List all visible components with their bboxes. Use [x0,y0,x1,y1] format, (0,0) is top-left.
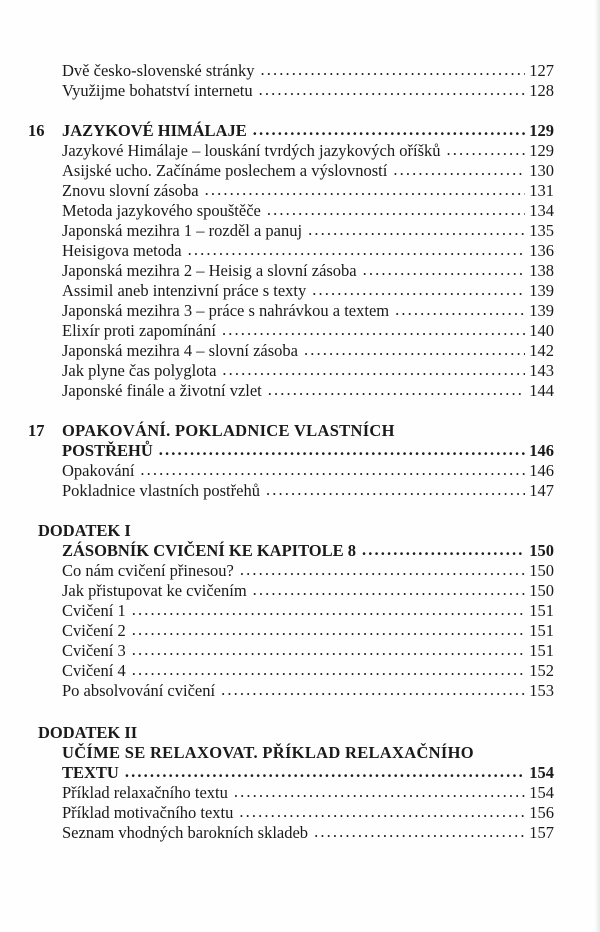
entry-title: Japonská mezihra 4 – slovní zásoba [62,341,298,360]
chapter-title-line1[interactable]: OPAKOVÁNÍ. POKLADNICE VLASTNÍCH [62,421,395,440]
leader-dots [253,579,526,601]
entry-page: 142 [529,341,554,360]
toc-entry[interactable] [62,480,554,502]
entry-page: 150 [529,561,554,580]
chapter-number: 16 [28,121,45,140]
chapter-title: JAZYKOVÉ HIMÁLAJE [62,121,247,140]
entry-page: 157 [529,823,554,842]
leader-dots [159,439,525,461]
leader-dots [222,319,525,341]
leader-dots [132,659,526,681]
appendix-page: 150 [529,541,554,560]
entry-title: Elixír proti zapomínání [62,321,216,340]
toc-entry[interactable] [62,380,554,402]
entry-page: 134 [529,201,554,220]
entry-title: Příklad relaxačního textu [62,783,228,802]
leader-dots [304,339,525,361]
entry-title: Japonská mezihra 3 – práce s nahrávkou a textem [62,301,390,320]
leader-dots [240,559,525,581]
entry-title: Jak plyne čas polyglota [62,361,217,380]
leader-dots [239,801,525,823]
leader-dots [222,359,525,381]
leader-dots [314,821,525,843]
entry-page: 135 [529,221,554,240]
entry-title: Po absolvování cvičení [62,681,216,700]
entry-title: Cvičení 4 [62,661,126,680]
leader-dots [132,639,526,661]
entry-page: 151 [529,601,554,620]
entry-title: Pokladnice vlastních postřehů [62,481,260,500]
leader-dots [308,219,525,241]
entry-page: 154 [529,783,554,802]
entry-title: Cvičení 3 [62,641,126,660]
toc-entry[interactable] [62,680,554,702]
entry-title: Opakování [62,461,135,480]
entry-page: 153 [529,681,554,700]
entry-page: 151 [529,641,554,660]
leader-dots [221,679,525,701]
leader-dots [266,479,525,501]
entry-page: 151 [529,621,554,640]
leader-dots [132,599,526,621]
entry-page: 144 [529,381,554,400]
leader-dots [363,259,526,281]
entry-page: 156 [529,803,554,822]
leader-dots [125,761,525,783]
entry-title: Cvičení 1 [62,601,126,620]
entry-page: 139 [529,301,554,320]
leader-dots [312,279,525,301]
leader-dots [259,79,526,101]
entry-title: Jazykové Himálaje – louskání tvrdých jazykových oříšků [62,141,441,160]
leader-dots [132,619,526,641]
entry-page: 150 [529,581,554,600]
entry-page: 129 [529,141,554,160]
entry-page: 130 [529,161,554,180]
leader-dots [267,199,525,221]
entry-title: Japonská mezihra 1 – rozděl a panuj [62,221,303,240]
entry-title: Metoda jazykového spouštěče [62,201,261,220]
appendix-title-line2: TEXTU [62,763,119,782]
leader-dots [140,459,525,481]
entry-page: 140 [529,321,554,340]
entry-title: Heisigova metoda [62,241,182,260]
appendix-title: ZÁSOBNÍK CVIČENÍ KE KAPITOLE 8 [62,541,357,560]
chapter-number: 17 [28,421,45,440]
entry-title: Příklad motivačního textu [62,803,234,822]
entry-page: 128 [529,81,554,100]
entry-page: 152 [529,661,554,680]
entry-title: Japonská mezihra 2 – Heisig a slovní zásoba [62,261,357,280]
entry-page: 147 [529,481,554,500]
leader-dots [234,781,525,803]
entry-page: 136 [529,241,554,260]
leader-dots [362,539,525,561]
toc-entry[interactable] [62,822,554,844]
page-edge-shadow [594,0,600,932]
entry-title: Využijme bohatství internetu [62,81,253,100]
entry-title: Assimil aneb intenzivní práce s texty [62,281,307,300]
toc-entry[interactable] [62,80,554,102]
leader-dots [268,379,525,401]
leader-dots [260,59,525,81]
chapter-page: 129 [529,121,554,140]
entry-page: 131 [529,181,554,200]
entry-title: Znovu slovní zásoba [62,181,199,200]
leader-dots [393,159,525,181]
entry-title: Japonské finále a životní vzlet [62,381,262,400]
leader-dots [188,239,526,261]
entry-page: 146 [529,461,554,480]
entry-title: Dvě česko-slovenské stránky [62,61,255,80]
entry-title: Jak přistupovat ke cvičením [62,581,247,600]
leader-dots [395,299,525,321]
entry-page: 139 [529,281,554,300]
entry-title: Asijské ucho. Začínáme poslechem a výslovností [62,161,388,180]
entry-title: Seznam vhodných barokních skladeb [62,823,309,842]
appendix-label: DODATEK II [38,723,138,742]
leader-dots [253,119,526,141]
entry-page: 127 [529,61,554,80]
appendix-label: DODATEK I [38,521,131,540]
entry-page: 143 [529,361,554,380]
leader-dots [447,139,526,161]
appendix-page: 154 [529,763,554,782]
entry-page: 138 [529,261,554,280]
chapter-page: 146 [529,441,554,460]
appendix-title-line1[interactable]: UČÍME SE RELAXOVAT. PŘÍKLAD RELAXAČNÍHO [62,743,474,762]
entry-title: Co nám cvičení přinesou? [62,561,234,580]
entry-title: Cvičení 2 [62,621,126,640]
chapter-title-line2: POSTŘEHŮ [62,441,153,460]
leader-dots [205,179,526,201]
